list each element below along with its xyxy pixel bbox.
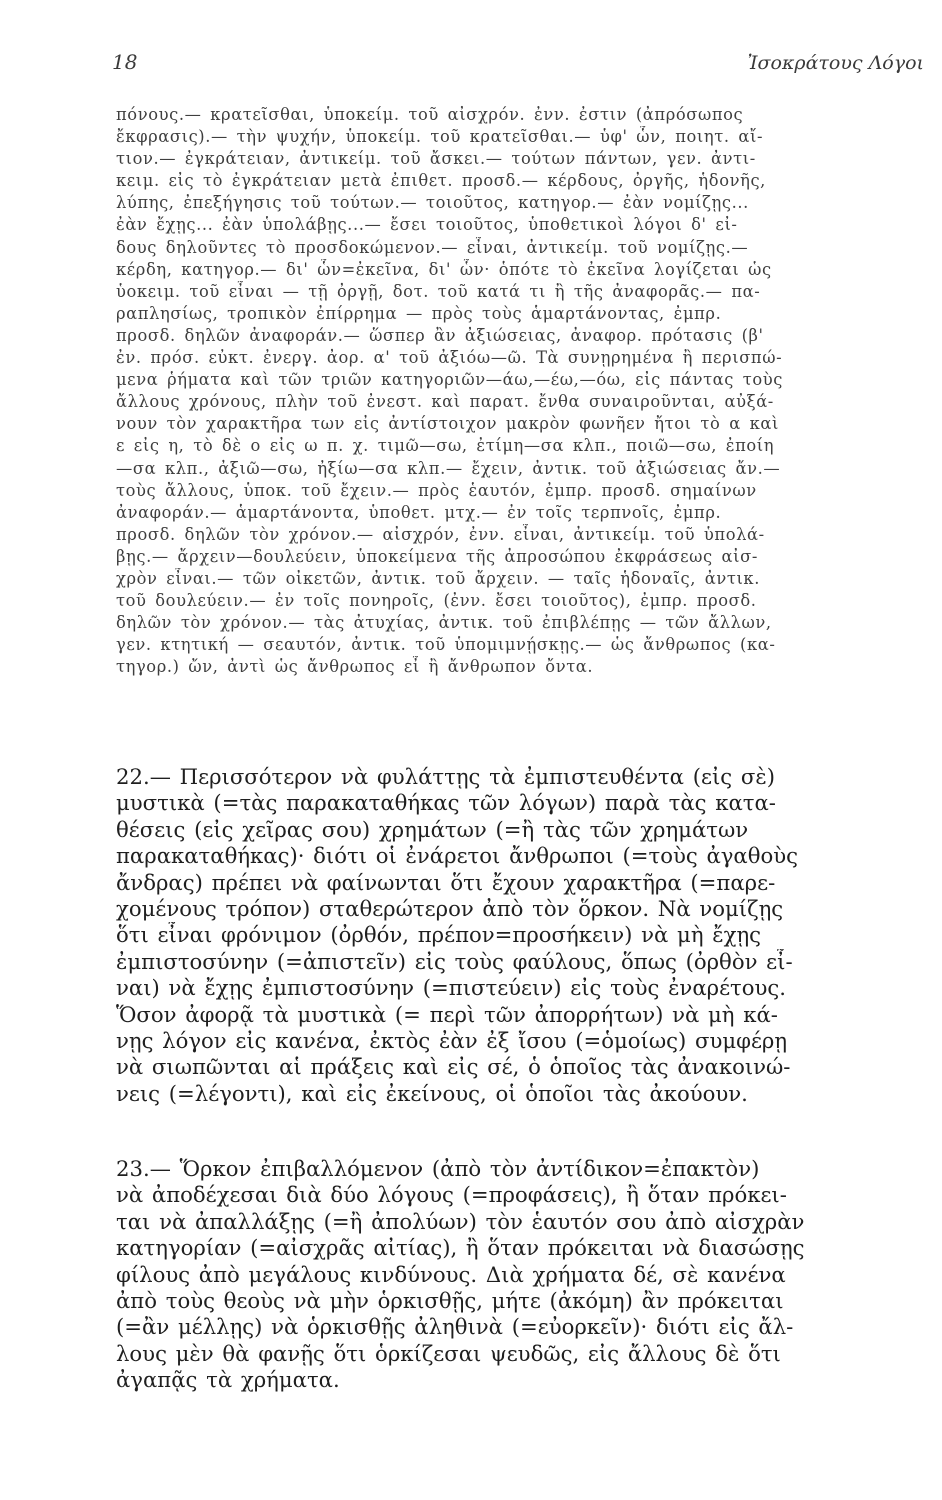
- paragraph-line: (=ἂν μέλλῃς) νὰ ὁρκισθῇς ἀληθινὰ (=εὐορκεῖν)· διότι εἰς ἄλ-: [116, 1314, 794, 1340]
- page-number: 18: [112, 50, 138, 74]
- note-line: ἀναφοράν.— ἁμαρτάνοντα, ὑποθετ. μτχ.— ἐν τοῖς τερπνοῖς, ἐμπρ.: [116, 502, 722, 522]
- note-line: ε εἰς η, τὸ δὲ ο εἰς ω π. χ. τιμῶ—σω, ἐτίμη—σα κλπ., ποιῶ—σω, ἐποίη: [116, 436, 775, 456]
- note-line: νουν τὸν χαρακτῆρα των εἰς ἀντίστοιχον μακρὸν φωνῆεν ἤτοι τὸ α καὶ: [116, 414, 779, 434]
- note-line: δους δηλοῦντες τὸ προσδοκώμενον.— εἶναι, ἀντικείμ. τοῦ νομίζῃς.—: [116, 237, 749, 257]
- paragraph-line: θέσεις (εἰς χεῖρας σου) χρημάτων (=ἢ τὰς τῶν χρημάτων: [116, 816, 749, 842]
- paragraph-line: νὰ σιωπῶνται αἱ πράξεις καὶ εἰς σέ, ὁ ὁποῖος τὰς ἀνακοινώ-: [116, 1054, 791, 1080]
- running-title: Ἰσοκράτους Λόγοι: [747, 52, 924, 74]
- note-line: χρὸν εἶναι.— τῶν οἰκετῶν, ἀντικ. τοῦ ἄρχειν. — ταῖς ἡδοναῖς, ἀντικ.: [116, 568, 760, 588]
- note-line: μενα ῥήματα καὶ τῶν τριῶν κατηγοριῶν—άω,—έω,—όω, εἰς πάντας τοὺς: [116, 370, 783, 390]
- note-line: γεν. κτητική — σεαυτόν, ἀντικ. τοῦ ὑπομιμνῄσκῃς.— ὡς ἄνθρωπος (κα-: [116, 635, 776, 655]
- note-line: ἄλλους χρόνους, πλὴν τοῦ ἐνεστ. καὶ παρατ. ἔνθα συναιροῦνται, αὐξά-: [116, 392, 774, 412]
- paragraph-line: ναι) νὰ ἔχῃς ἐμπιστοσύνην (=πιστεύειν) εἰς τοὺς ἐναρέτους.: [116, 975, 787, 1001]
- paragraph-line: μυστικὰ (=τὰς παρακαταθήκας τῶν λόγων) παρὰ τὰς κατα-: [116, 790, 776, 816]
- paragraph-line: φίλους ἀπὸ μεγάλους κινδύνους. Διὰ χρήματα δέ, σὲ κανένα: [116, 1261, 786, 1287]
- paragraph-line: νὰ ἀποδέχεσαι διὰ δύο λόγους (=προφάσεις), ἢ ὅταν πρόκει-: [116, 1182, 787, 1208]
- paragraph-line: χομένους τρόπον) σταθερώτερον ἀπὸ τὸν ὅρκον. Νὰ νομίζῃς: [116, 895, 784, 921]
- paragraph-line: ἀπὸ τοὺς θεοὺς νὰ μὴν ὁρκισθῇς, μήτε (ἀκόμη) ἂν πρόκειται: [116, 1287, 784, 1313]
- note-line: ἔκφρασις).— τὴν ψυχήν, ὑποκείμ. τοῦ κρατεῖσθαι.— ὑφ' ὧν, ποιητ. αἴ-: [116, 127, 764, 147]
- paragraph-line: ἀγαπᾷς τὰ χρήματα.: [116, 1367, 340, 1393]
- note-line: ἐὰν ἔχῃς... ἐὰν ὑπολάβῃς...— ἔσει τοιοῦτος, ὑποθετικοὶ λόγοι δ' εἰ-: [116, 215, 738, 235]
- paragraph-line: νεις (=λέγοντι), καὶ εἰς ἐκείνους, οἱ ὁποῖοι τὰς ἀκούουν.: [116, 1080, 748, 1106]
- note-line: βῃς.— ἄρχειν—δουλεύειν, ὑποκείμενα τῆς ἀπροσώπου ἐκφράσεως αἰσ-: [116, 546, 758, 566]
- note-line: κέρδη, κατηγορ.— δι' ὧν=ἐκεῖνα, δι' ὧν· ὁπότε τὸ ἐκεῖνα λογίζεται ὡς: [116, 259, 772, 279]
- note-line: —σα κλπ., ἀξιῶ—σω, ἠξίω—σα κλπ.— ἔχειν, ἀντικ. τοῦ ἀξιώσειας ἄν.—: [116, 458, 781, 478]
- paragraph-line: λους μὲν θὰ φανῇς ὅτι ὁρκίζεσαι ψευδῶς, εἰς ἄλλους δὲ ὅτι: [116, 1340, 781, 1366]
- commentary-notes: [116, 104, 926, 678]
- note-line: προσδ. δηλῶν ἀναφοράν.— ὥσπερ ἂν ἀξιώσειας, ἀναφορ. πρότασις (β': [116, 325, 764, 345]
- paragraph-line: παρακαταθήκας)· διότι οἱ ἐνάρετοι ἄνθρωποι (=τοὺς ἀγαθοὺς: [116, 843, 798, 869]
- note-line: κειμ. εἰς τὸ ἐγκράτειαν μετὰ ἐπιθετ. προσδ.— κέρδους, ὀργῆς, ἡδονῆς,: [116, 171, 766, 191]
- note-line: προσδ. δηλῶν τὸν χρόνον.— αἰσχρόν, ἐνν. εἶναι, ἀντικείμ. τοῦ ὑπολά-: [116, 524, 765, 544]
- note-line: πόνους.— κρατεῖσθαι, ὑποκείμ. τοῦ αἰσχρόν. ἐνν. ἐστιν (ἀπρόσωπος: [116, 105, 744, 124]
- note-line: λύπης, ἐπεξήγησις τοῦ τούτων.— τοιοῦτος, κατηγορ.— ἐὰν νομίζῃς...: [116, 193, 749, 213]
- paragraph-line: ἐμπιστοσύνην (=ἀπιστεῖν) εἰς τοὺς φαύλους, ὅπως (ὀρθὸν εἶ-: [116, 948, 793, 974]
- paragraph-line: κατηγορίαν (=αἰσχρᾶς αἰτίας), ἢ ὅταν πρόκειται νὰ διασώσῃς: [116, 1235, 805, 1261]
- note-line: ραπλησίως, τροπικὸν ἐπίρρημα — πρὸς τοὺς ἁμαρτάνοντας, ἐμπρ.: [116, 303, 722, 323]
- note-line: ἐν. πρόσ. εὐκτ. ἐνεργ. ἀορ. α' τοῦ ἀξιόω—ῶ. Τὰ συνῃρημένα ἢ περισπώ-: [116, 348, 783, 368]
- paragraph-line: 23.— Ὅρκον ἐπιβαλλόμενον (ἀπὸ τὸν ἀντίδικον=ἐπακτὸν): [116, 1156, 760, 1181]
- paragraph-22: [116, 764, 931, 1107]
- note-line: τοῦ δουλεύειν.— ἐν τοῖς πονηροῖς, (ἐνν. ἔσει τοιοῦτος), ἐμπρ. προσδ.: [116, 591, 757, 611]
- note-line: ὑοκειμ. τοῦ εἶναι — τῇ ὀργῇ, δοτ. τοῦ κατά τι ἢ τῆς ἀναφορᾶς.— πα-: [116, 281, 761, 301]
- note-line: τιον.— ἐγκράτειαν, ἀντικείμ. τοῦ ἄσκει.— τούτων πάντων, γεν. ἀντι-: [116, 149, 756, 169]
- paragraph-line: 22.— Περισσότερον νὰ φυλάττῃς τὰ ἐμπιστευθέντα (εἰς σὲ): [116, 764, 775, 789]
- note-line: τηγορ.) ὤν, ἀντὶ ὡς ἄνθρωπος εἶ ἢ ἄνθρωπον ὄντα.: [116, 657, 594, 677]
- paragraph-line: ἄνδρας) πρέπει νὰ φαίνωνται ὅτι ἔχουν χαρακτῆρα (=παρε-: [116, 869, 776, 895]
- paragraph-line: ὅτι εἶναι φρόνιμον (ὀρθόν, πρέπον=προσήκειν) νὰ μὴ ἔχῃς: [116, 922, 762, 948]
- note-line: τοὺς ἄλλους, ὑποκ. τοῦ ἔχειν.— πρὸς ἑαυτόν, ἐμπρ. προσδ. σημαίνων: [116, 480, 757, 500]
- paragraph-23: [116, 1156, 931, 1394]
- note-line: δηλῶν τὸν χρόνον.— τὰς ἀτυχίας, ἀντικ. τοῦ ἐπιβλέπῃς — τῶν ἄλλων,: [116, 613, 772, 633]
- paragraph-line: ται νὰ ἀπαλλάξῃς (=ἢ ἀπολύων) τὸν ἑαυτόν σου ἀπὸ αἰσχρὰν: [116, 1208, 805, 1234]
- paragraph-line: Ὅσον ἀφορᾷ τὰ μυστικὰ (= περὶ τῶν ἀπορρήτων) νὰ μὴ κά-: [116, 1001, 778, 1027]
- paragraph-line: νῃς λόγον εἰς κανένα, ἐκτὸς ἐὰν ἐξ ἴσου (=ὁμοίως) συμφέρῃ: [116, 1027, 788, 1053]
